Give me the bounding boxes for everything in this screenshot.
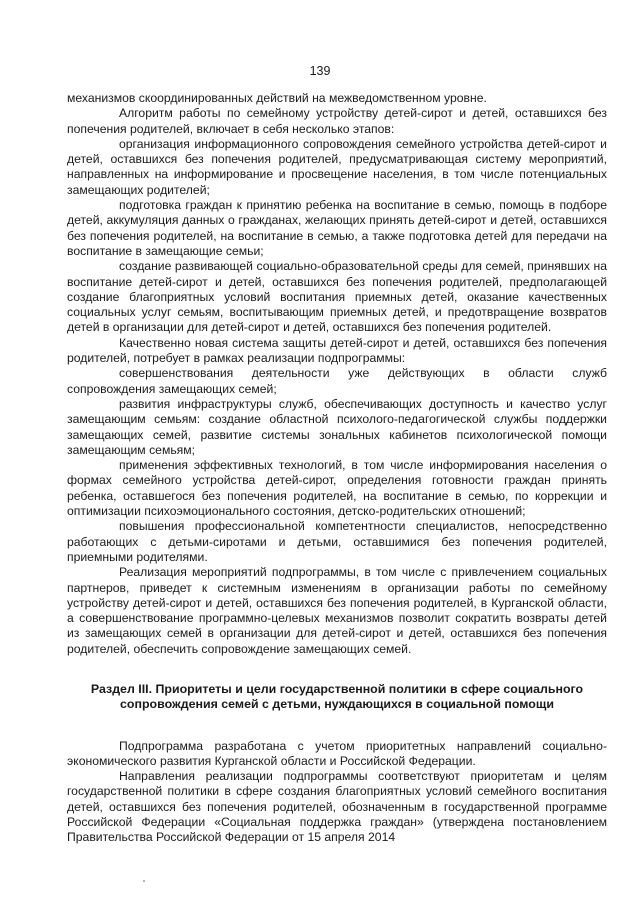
paragraph: развития инфраструктуры служб, обеспечивающих доступность и качество услуг замещающим семьям: создание областной психолого-педагогической службы поддержки замещающих семей, развитие системы зональных кабинетов психологической помощи замещающим семьям; <box>67 396 607 457</box>
section-heading: Раздел III. Приоритеты и цели государственной политики в сфере социального сопровождения семей с детьми, нуждающихся в социальной помощи <box>90 681 584 712</box>
paragraph: механизмов скоординированных действий на межведомственном уровне. <box>67 91 487 105</box>
paragraph: организация информационного сопровождения семейного устройства детей-сирот и детей, оставшихся без попечения родителей, предусматривающая систему мероприятий, направленных на информирование и просвещение населения, в том числе потенциальных замещающих родителей; <box>67 136 607 197</box>
paragraph: применения эффективных технологий, в том числе информирования населения о формах семейного устройства детей-сирот, определения готовности граждан принять ребенка, оставшегося без попечения родителей, на воспитание в семью, по коррекции и оптимизации психоэмоционального состояния, детско-родительских отношений; <box>67 458 607 519</box>
page-number: 139 <box>309 64 331 78</box>
paragraph: Реализация мероприятий подпрограммы, в том числе с привлечением социальных партнеров, приведет к системным изменениям в организации работы по семейному устройству детей-сирот и детей, оставшихся без попечения родителей, в Курганской области, а совершенствование программно-целевых механизмов позволит сократить возвраты детей из замещающих семей в организации для детей-сирот и детей, оставшихся без попечения родителей, обеспечить сопровождение замещающих семей. <box>67 565 607 656</box>
paragraph: Направления реализации подпрограммы соответствуют приоритетам и целям государственной политики в сфере создания благоприятных условий семейного воспитания детей, оставшихся без попечения родителей, обозначенным в государственной программе Российской Федерации «Социальная поддержка граждан» (утверждена постановлением Правительства Российской Федерации от 15 апреля 2014 <box>67 769 607 845</box>
paragraph: Качественно новая система защиты детей-сирот и детей, оставшихся без попечения родителей, потребует в рамках реализации подпрограммы: <box>67 335 607 366</box>
paragraph: Подпрограмма разработана с учетом приоритетных направлений социально-экономического развития Курганской области и Российской Федерации. <box>67 738 607 768</box>
paragraph: подготовка граждан к принятию ребенка на воспитание в семью, помощь в подборе детей, аккумуляция данных о гражданах, желающих принять детей-сирот и детей, оставшихся без попечения родителей, на воспитание в семью, а также подготовка детей для передачи на воспитание в замещающие семьи; <box>67 198 607 258</box>
paragraph: повышения профессиональной компетентности специалистов, непосредственно работающих с детьми-сиротами и детьми, оставшимися без попечения родителей, приемными родителями. <box>67 519 607 564</box>
document-body <box>67 91 607 846</box>
paragraph: совершенствования деятельности уже действующих в области служб сопровождения замещающих семей; <box>67 366 607 396</box>
paragraph: Алгоритм работы по семейному устройству детей-сирот и детей, оставшихся без попечения родителей, включает в себя несколько этапов: <box>67 106 607 136</box>
paragraph: создание развивающей социально-образовательной среды для семей, принявших на воспитание детей-сирот и детей, оставшихся без попечения родителей, предполагающей создание благоприятных условий воспитания приемных детей, оказание качественных социальных услуг семьям, воспитывающим приемных детей, и предотвращение возвратов детей в организации для детей-сирот и детей, оставшихся без попечения родителей. <box>67 259 607 335</box>
scan-speck <box>143 880 145 882</box>
